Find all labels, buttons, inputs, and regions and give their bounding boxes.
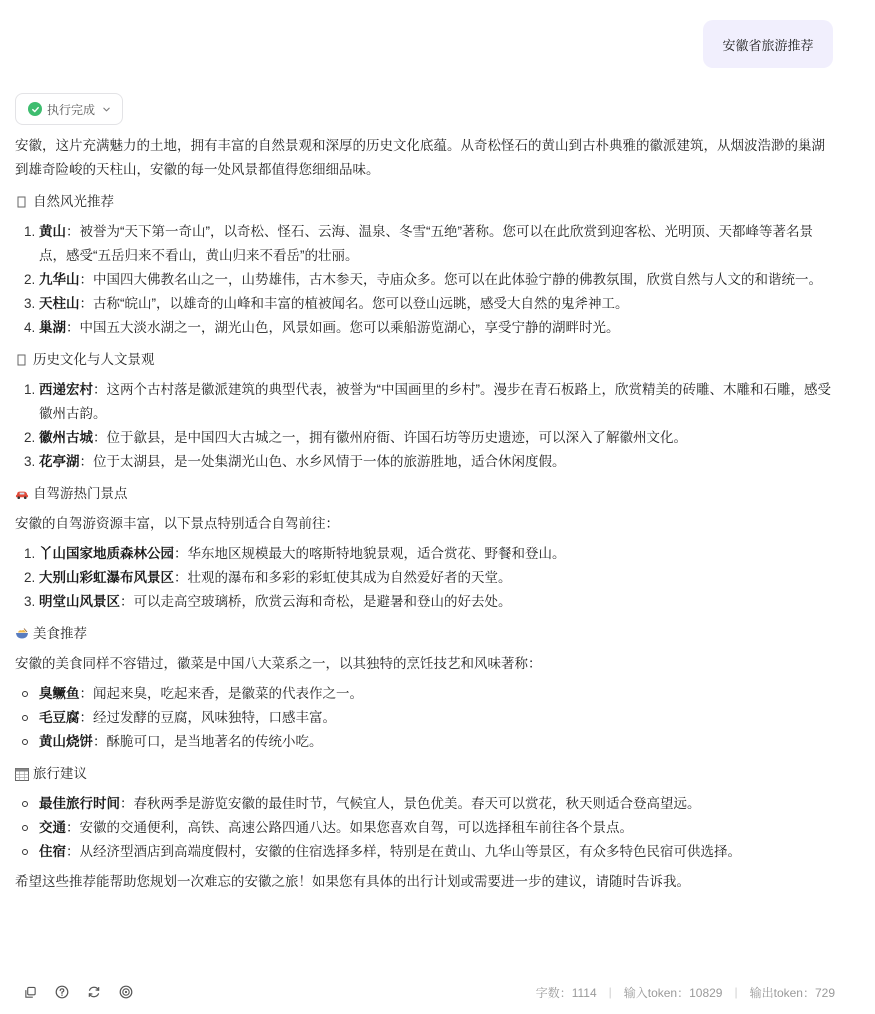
leaf-icon bbox=[15, 195, 29, 209]
list-item bbox=[39, 590, 835, 614]
user-message-text: 安徽省旅游推荐 bbox=[722, 37, 814, 53]
list-item bbox=[39, 792, 835, 816]
item-term: 黄山烧饼 bbox=[39, 734, 93, 749]
word-count: 字数：1114 bbox=[535, 985, 597, 1000]
item-term: 明堂山风景区 bbox=[39, 594, 120, 609]
tips-list bbox=[15, 792, 835, 864]
list-item bbox=[39, 220, 835, 268]
section-title-history: 历史文化与人文景观 bbox=[33, 352, 155, 367]
help-icon[interactable] bbox=[53, 983, 71, 1001]
item-text: ：这两个古村落是徽派建筑的典型代表，被誉为“中国画里的乡村”。漫步在青石板路上，欣赏精美的砖雕、木雕和石雕，感受徽州古韵。 bbox=[39, 382, 831, 421]
item-term: 住宿 bbox=[39, 844, 66, 859]
item-text: ：安徽的交通便利，高铁、高速公路四通八达。如果您喜欢自驾，可以选择租车前往各个景点。 bbox=[66, 820, 633, 835]
item-term: 黄山 bbox=[39, 224, 66, 239]
item-term: 徽州古城 bbox=[39, 430, 93, 445]
check-circle-icon bbox=[28, 102, 42, 116]
item-term: 丫山国家地质森林公园 bbox=[39, 546, 174, 561]
item-text: ：经过发酵的豆腐，风味独特，口感丰富。 bbox=[79, 710, 336, 725]
closing-paragraph: 希望这些推荐能帮助您规划一次难忘的安徽之旅！如果您有具体的出行计划或需要进一步的建议，请随时告诉我。 bbox=[15, 874, 690, 889]
section-heading-nature bbox=[15, 190, 835, 214]
food-list bbox=[15, 682, 835, 754]
item-term: 天柱山 bbox=[39, 296, 80, 311]
list-item bbox=[39, 450, 835, 474]
bowl-icon bbox=[15, 627, 29, 641]
item-text: ：华东地区规模最大的喀斯特地貌景观，适合赏花、野餐和登山。 bbox=[174, 546, 566, 561]
item-term: 大别山彩虹瀑布风景区 bbox=[39, 570, 174, 585]
section-heading-history bbox=[15, 348, 835, 372]
item-term: 最佳旅行时间 bbox=[39, 796, 120, 811]
assistant-response bbox=[15, 134, 835, 894]
list-item bbox=[39, 268, 835, 292]
list-item bbox=[39, 566, 835, 590]
item-text: ：可以走高空玻璃桥，欣赏云海和奇松，是避暑和登山的好去处。 bbox=[120, 594, 512, 609]
section-heading-tips bbox=[15, 762, 835, 786]
item-text: ：被誉为“天下第一奇山”，以奇松、怪石、云海、温泉、冬雪“五绝”著称。您可以在此欣赏到迎客松、光明顶、天都峰等著名景点，感受“五岳归来不看山，黄山归来不看岳”的壮丽。 bbox=[39, 224, 813, 263]
landmark-icon bbox=[15, 353, 29, 367]
item-term: 交通 bbox=[39, 820, 66, 835]
item-term: 花亭湖 bbox=[39, 454, 80, 469]
user-message-bubble bbox=[703, 20, 833, 68]
item-text: ：壮观的瀑布和多彩的彩虹使其成为自然爱好者的天堂。 bbox=[174, 570, 512, 585]
food-intro: 安徽的美食同样不容错过，徽菜是中国八大菜系之一，以其独特的烹饪技艺和风味著称： bbox=[15, 656, 542, 671]
drive-list bbox=[15, 542, 835, 614]
list-item bbox=[39, 378, 835, 426]
drive-intro: 安徽的自驾游资源丰富，以下景点特别适合自驾前往： bbox=[15, 516, 339, 531]
car-icon bbox=[15, 487, 29, 501]
item-text: ：位于太湖县，是一处集湖光山色、水乡风情于一体的旅游胜地，适合休闲度假。 bbox=[79, 454, 566, 469]
token-stats bbox=[536, 984, 835, 1001]
action-icons bbox=[21, 983, 135, 1001]
target-icon[interactable] bbox=[117, 983, 135, 1001]
copy-icon[interactable] bbox=[21, 983, 39, 1001]
regenerate-icon[interactable] bbox=[85, 983, 103, 1001]
item-text: ：位于歙县，是中国四大古城之一，拥有徽州府衙、许国石坊等历史遗迹，可以深入了解徽州文化。 bbox=[93, 430, 687, 445]
calendar-icon bbox=[15, 767, 29, 781]
output-token-count: 输出token：729 bbox=[749, 985, 835, 1000]
item-term: 西递宏村 bbox=[39, 382, 93, 397]
item-text: ：酥脆可口，是当地著名的传统小吃。 bbox=[93, 734, 323, 749]
list-item bbox=[39, 730, 835, 754]
list-item bbox=[39, 426, 835, 450]
list-item bbox=[39, 682, 835, 706]
execution-status-toggle[interactable] bbox=[15, 93, 123, 125]
section-title-nature: 自然风光推荐 bbox=[33, 194, 114, 209]
section-heading-drive bbox=[15, 482, 835, 506]
list-item bbox=[39, 542, 835, 566]
item-term: 巢湖 bbox=[39, 320, 66, 335]
item-text: ：闻起来臭，吃起来香，是徽菜的代表作之一。 bbox=[79, 686, 363, 701]
item-text: ：古称“皖山”，以雄奇的山峰和丰富的植被闻名。您可以登山远眺，感受大自然的鬼斧神工。 bbox=[79, 296, 629, 311]
list-item bbox=[39, 706, 835, 730]
list-item bbox=[39, 292, 835, 316]
section-title-food: 美食推荐 bbox=[33, 626, 87, 641]
item-text: ：从经济型酒店到高端度假村，安徽的住宿选择多样，特别是在黄山、九华山等景区，有众多特色民宿可供选择。 bbox=[66, 844, 741, 859]
item-text: ：中国四大佛教名山之一，山势雄伟，古木参天，寺庙众多。您可以在此体验宁静的佛教氛围，欣赏自然与人文的和谐统一。 bbox=[79, 272, 822, 287]
intro-paragraph: 安徽，这片充满魅力的土地，拥有丰富的自然景观和深厚的历史文化底蕴。从奇松怪石的黄山到古朴典雅的徽派建筑，从烟波浩渺的巢湖到雄奇险峻的天柱山，安徽的每一处风景都值得您细细品味。 bbox=[15, 138, 825, 177]
item-term: 毛豆腐 bbox=[39, 710, 80, 725]
execution-status-label: 执行完成 bbox=[47, 102, 96, 117]
item-text: ：春秋两季是游览安徽的最佳时节，气候宜人，景色优美。春天可以赏花，秋天则适合登高望远。 bbox=[120, 796, 701, 811]
history-list bbox=[15, 378, 835, 474]
list-item bbox=[39, 840, 835, 864]
section-heading-food bbox=[15, 622, 835, 646]
input-token-count: 输入token：10829 bbox=[623, 985, 723, 1000]
nature-list bbox=[15, 220, 835, 340]
divider: | bbox=[734, 985, 738, 999]
list-item bbox=[39, 816, 835, 840]
item-term: 臭鳜鱼 bbox=[39, 686, 80, 701]
divider: | bbox=[608, 985, 612, 999]
section-title-tips: 旅行建议 bbox=[33, 766, 87, 781]
item-text: ：中国五大淡水湖之一，湖光山色，风景如画。您可以乘船游览湖心，享受宁静的湖畔时光。 bbox=[66, 320, 620, 335]
list-item bbox=[39, 316, 835, 340]
chevron-down-icon bbox=[102, 105, 111, 114]
response-footer bbox=[15, 980, 835, 1004]
item-term: 九华山 bbox=[39, 272, 80, 287]
section-title-drive: 自驾游热门景点 bbox=[33, 486, 128, 501]
